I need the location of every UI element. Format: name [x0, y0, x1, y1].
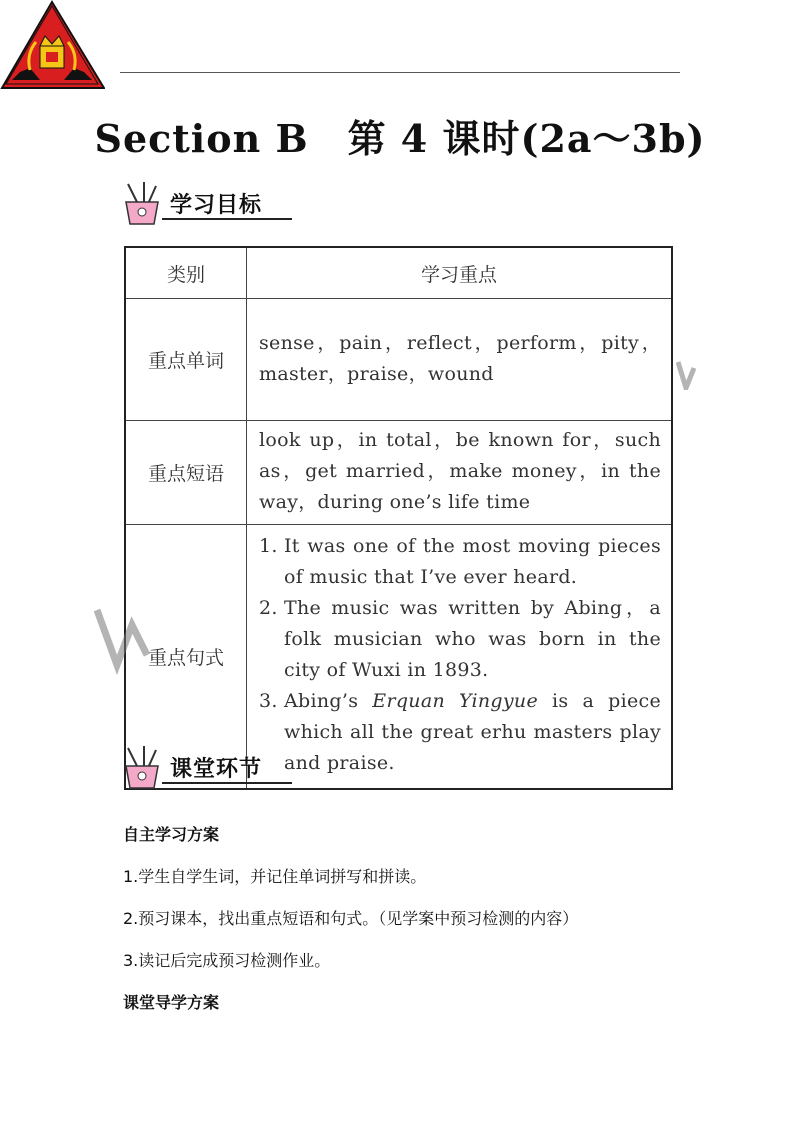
row-category: 重点短语 [125, 421, 247, 525]
pencil-cup-icon [118, 180, 164, 226]
pencil-cup-icon [118, 744, 164, 790]
row-content: sense，pain，reflect，perform，pity，master，praise，wound [247, 299, 673, 421]
sentence-number: 2. [259, 597, 278, 620]
header-focus: 学习重点 [247, 247, 673, 299]
sentence-item [259, 531, 661, 593]
table-header-row [125, 247, 672, 299]
table-row [125, 421, 672, 525]
heading-self-study: 自主学习方案 [123, 825, 220, 844]
school-logo [0, 0, 105, 90]
sentence-text: The music was written by Abing，a folk musician who was born in the city of Wuxi in 1893. [284, 597, 661, 682]
section-underline [162, 218, 292, 220]
sentence-text [284, 686, 661, 779]
page-title: Section B 第 4 课时(2a～3b) [94, 116, 706, 161]
sentence-text: It was one of the most moving pieces of music that I’ve ever heard. [284, 535, 661, 589]
watermark-mark [676, 360, 696, 390]
header-rule [120, 72, 680, 73]
sentence-item [259, 593, 661, 686]
watermark-mark [92, 595, 152, 675]
piece-title: Erquan Yingyue [372, 690, 539, 713]
section-underline [162, 782, 292, 784]
section-header-class [118, 744, 298, 792]
section-label: 课堂环节 [170, 757, 263, 782]
sentence-number: 3. [259, 690, 278, 713]
heading-class-guide: 课堂导学方案 [123, 993, 220, 1012]
list-item: 1.学生自学生词，并记住单词拼写和拼读。 [123, 867, 427, 886]
list-item: 3.读记后完成预习检测作业。 [123, 951, 331, 970]
table-row [125, 299, 672, 421]
goals-table [124, 246, 673, 790]
header-category: 类别 [125, 247, 247, 299]
sentence-text-part: Abing’s [284, 690, 373, 713]
section-label: 学习目标 [170, 193, 263, 218]
row-content [247, 525, 673, 789]
sentence-number: 1. [259, 535, 278, 558]
sentence-text-part: is a piece which all the great erhu masters play and praise. [284, 690, 661, 775]
row-category: 重点单词 [125, 299, 247, 421]
section-header-goals [118, 180, 298, 228]
sentence-item [259, 686, 661, 779]
list-item: 2.预习课本，找出重点短语和句式。（见学案中预习检测的内容） [123, 909, 579, 928]
row-content: look up，in total，be known for，such as，get married，make money，in the way，during one’s life time [247, 421, 673, 525]
row-category: 重点句式 [125, 525, 247, 789]
